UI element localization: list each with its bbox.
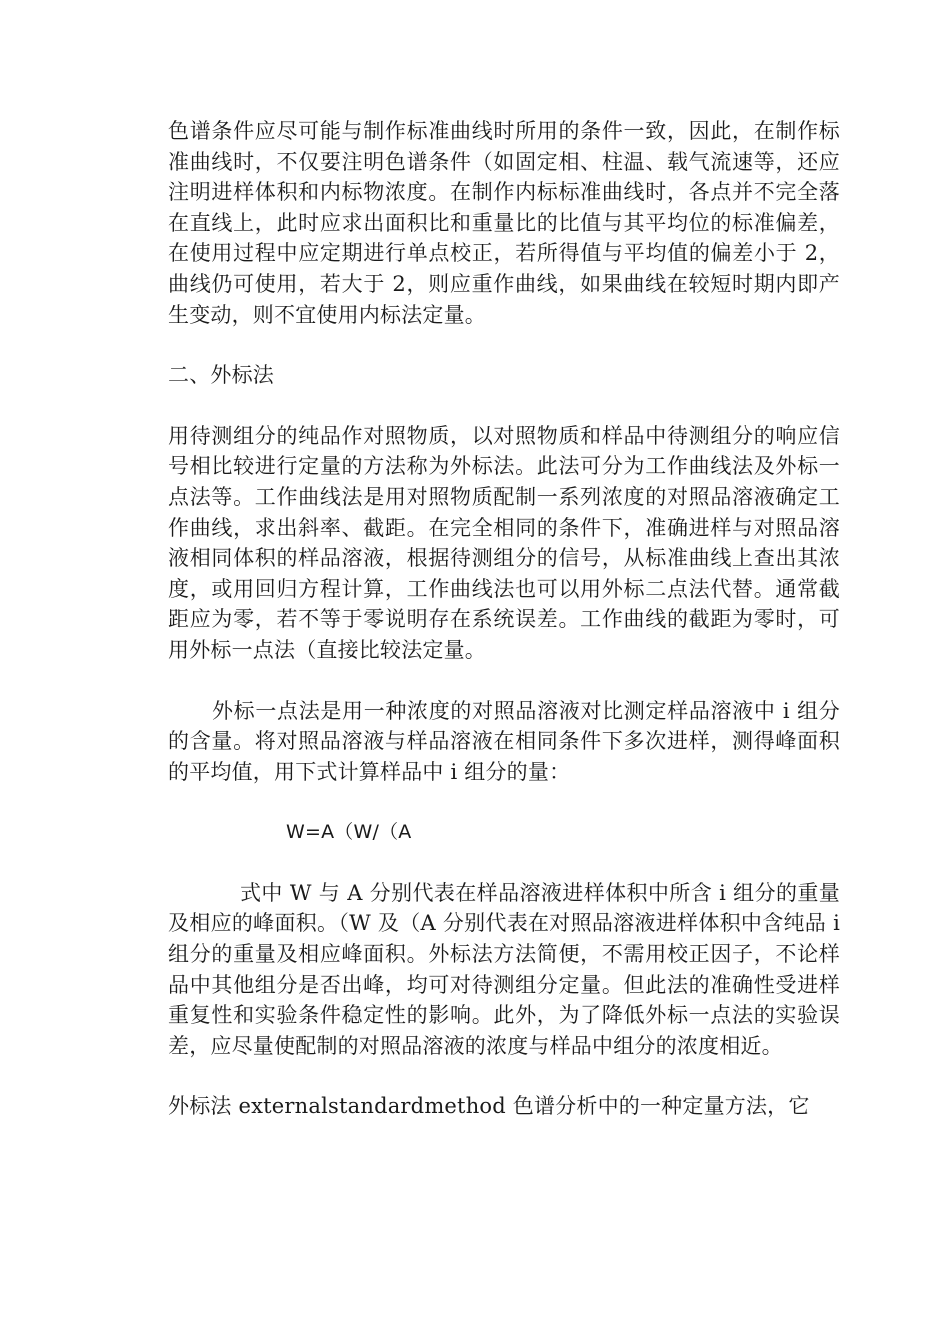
document-body <box>168 116 840 1152</box>
paragraph-external-standard-method-english: 外标法 externalstandardmethod 色谱分析中的一种定量方法，它 <box>168 1094 810 1119</box>
paragraph-formula-explanation: 式中 W 与 A 分别代表在样品溶液进样体积中所含 i 组分的重量及相应的峰面积。（W 及（A 分别代表在对照品溶液进样体积中含纯品 i 组分的重量及相应峰面积。外标法方法简便，不需用校正因子，不论样品中其他组分是否出峰，均可对待测组分定量。但此法的准确性受进样重复性和实验条件稳定性的影响。此外，为了降低外标一点法的实验误差，应尽量使配制的对照品溶液的浓度与样品中组分的浓度相近。 <box>168 880 840 1058</box>
formula-single-point: W=A（W/（A <box>286 821 412 844</box>
paragraph-single-point-method: 外标一点法是用一种浓度的对照品溶液对比测定样品溶液中 i 组分的含量。将对照品溶液与样品溶液在相同条件下多次进样，测得峰面积的平均值，用下式计算样品中 i 组分的量： <box>168 698 840 784</box>
section-heading-external-standard: 二、外标法 <box>168 363 274 388</box>
paragraph-internal-standard-conditions: 色谱条件应尽可能与制作标准曲线时所用的条件一致，因此，在制作标准曲线时，不仅要注明色谱条件（如固定相、柱温、载气流速等，还应注明进样体积和内标物浓度。在制作内标标准曲线时，各点并不完全落在直线上，此时应求出面积比和重量比的比值与其平均位的标准偏差，在使用过程中应定期进行单点校正，若所得值与平均值的偏差小于 2，曲线仍可使用，若大于 2，则应重作曲线，如果曲线在较短时期内即产生变动，则不宜使用内标法定量。 <box>168 119 840 327</box>
paragraph-external-standard-definition: 用待测组分的纯品作对照物质，以对照物质和样品中待测组分的响应信号相比较进行定量的方法称为外标法。此法可分为工作曲线法及外标一点法等。工作曲线法是用对照物质配制一系列浓度的对照品溶液确定工作曲线，求出斜率、截距。在完全相同的条件下，准确进样与对照品溶液相同体积的样品溶液，根据待测组分的信号，从标准曲线上查出其浓度，或用回归方程计算，工作曲线法也可以用外标二点法代替。通常截距应为零，若不等于零说明存在系统误差。工作曲线的截距为零时，可用外标一点法（直接比较法定量。 <box>168 423 840 662</box>
